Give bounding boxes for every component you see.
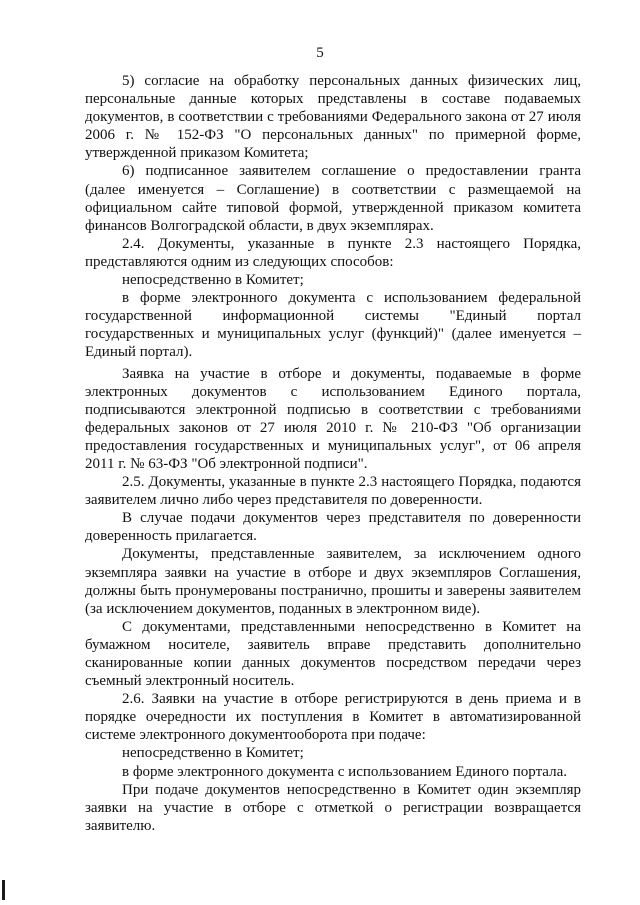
paragraph-scanned-copies: С документами, представленными непосредственно в Комитет на бумажном носителе, заявитель вправе представить дополнительно сканированные копии данных документов посредством передачи через съемный электронный носитель. <box>85 618 581 690</box>
paragraph-power-of-attorney: В случае подачи документов через представителя по доверенности доверенность прилагается. <box>85 510 581 545</box>
paragraph-consent-personal-data: 5) согласие на обработку персональных данных физических лиц, персональные данные которых представлены в составе подаваемых документов, в соответствии с требованиями Федерального закона от 27 июля 2006 г. № 152-ФЗ "О персональных данных" по примерной форме, утвержденной приказом Комитета; <box>85 73 581 162</box>
paragraph-numbering-requirements: Документы, представленные заявителем, за исключением одного экземпляра заявки на участие в отборе и двух экземпляров Соглашения, должны быть пронумерованы постранично, прошиты и заверены заявителем (за исключением документов, поданных в электронном виде). <box>85 546 581 617</box>
paragraph-submission-directly: непосредственно в Комитет; <box>122 272 304 289</box>
paragraph-submission-electronic: в форме электронного документа с использованием федеральной государственной информационной системы "Единый портал государственных и муниципальных услуг (функций)" (далее именуется – Единый портал). <box>85 290 581 361</box>
scan-edge-mark <box>2 880 5 900</box>
paragraph-registration-electronic: в форме электронного документа с использованием Единого портала. <box>122 763 567 780</box>
page-number: 5 <box>316 45 324 61</box>
paragraph-2-4: 2.4. Документы, указанные в пункте 2.3 настоящего Порядка, представляются одним из следующих способов: <box>85 235 581 270</box>
paragraph-signed-agreement: 6) подписанное заявителем соглашение о предоставлении гранта (далее именуется – Соглашение) в соответствии с размещаемой на официальном сайте типовой формой, утвержденной приказом комитета финансов Волгоградской области, в двух экземплярах. <box>85 163 581 234</box>
paragraph-2-5: 2.5. Документы, указанные в пункте 2.3 настоящего Порядка, подаются заявителем лично либо через представителя по доверенности. <box>85 474 581 509</box>
paragraph-registration-directly: непосредственно в Комитет; <box>122 745 304 762</box>
paragraph-return-copy: При подаче документов непосредственно в Комитет один экземпляр заявки на участие в отборе с отметкой о регистрации возвращается заявителю. <box>85 781 581 834</box>
paragraph-electronic-signature: Заявка на участие в отборе и документы, подаваемые в форме электронных документов с использованием Единого портала, подписываются электронной подписью в соответствии с требованиями федеральных законов от 27 июля 2010 г. № 210-ФЗ "Об организации предоставления государственных и муниципальных услуг", от 06 апреля 2011 г. № 63-ФЗ "Об электронной подписи". <box>85 365 581 472</box>
paragraph-2-6: 2.6. Заявки на участие в отборе регистрируются в день приема и в порядке очередности их поступления в Комитет в автоматизированной системе электронного документооборота при подаче: <box>85 691 581 744</box>
document-body <box>85 72 581 835</box>
